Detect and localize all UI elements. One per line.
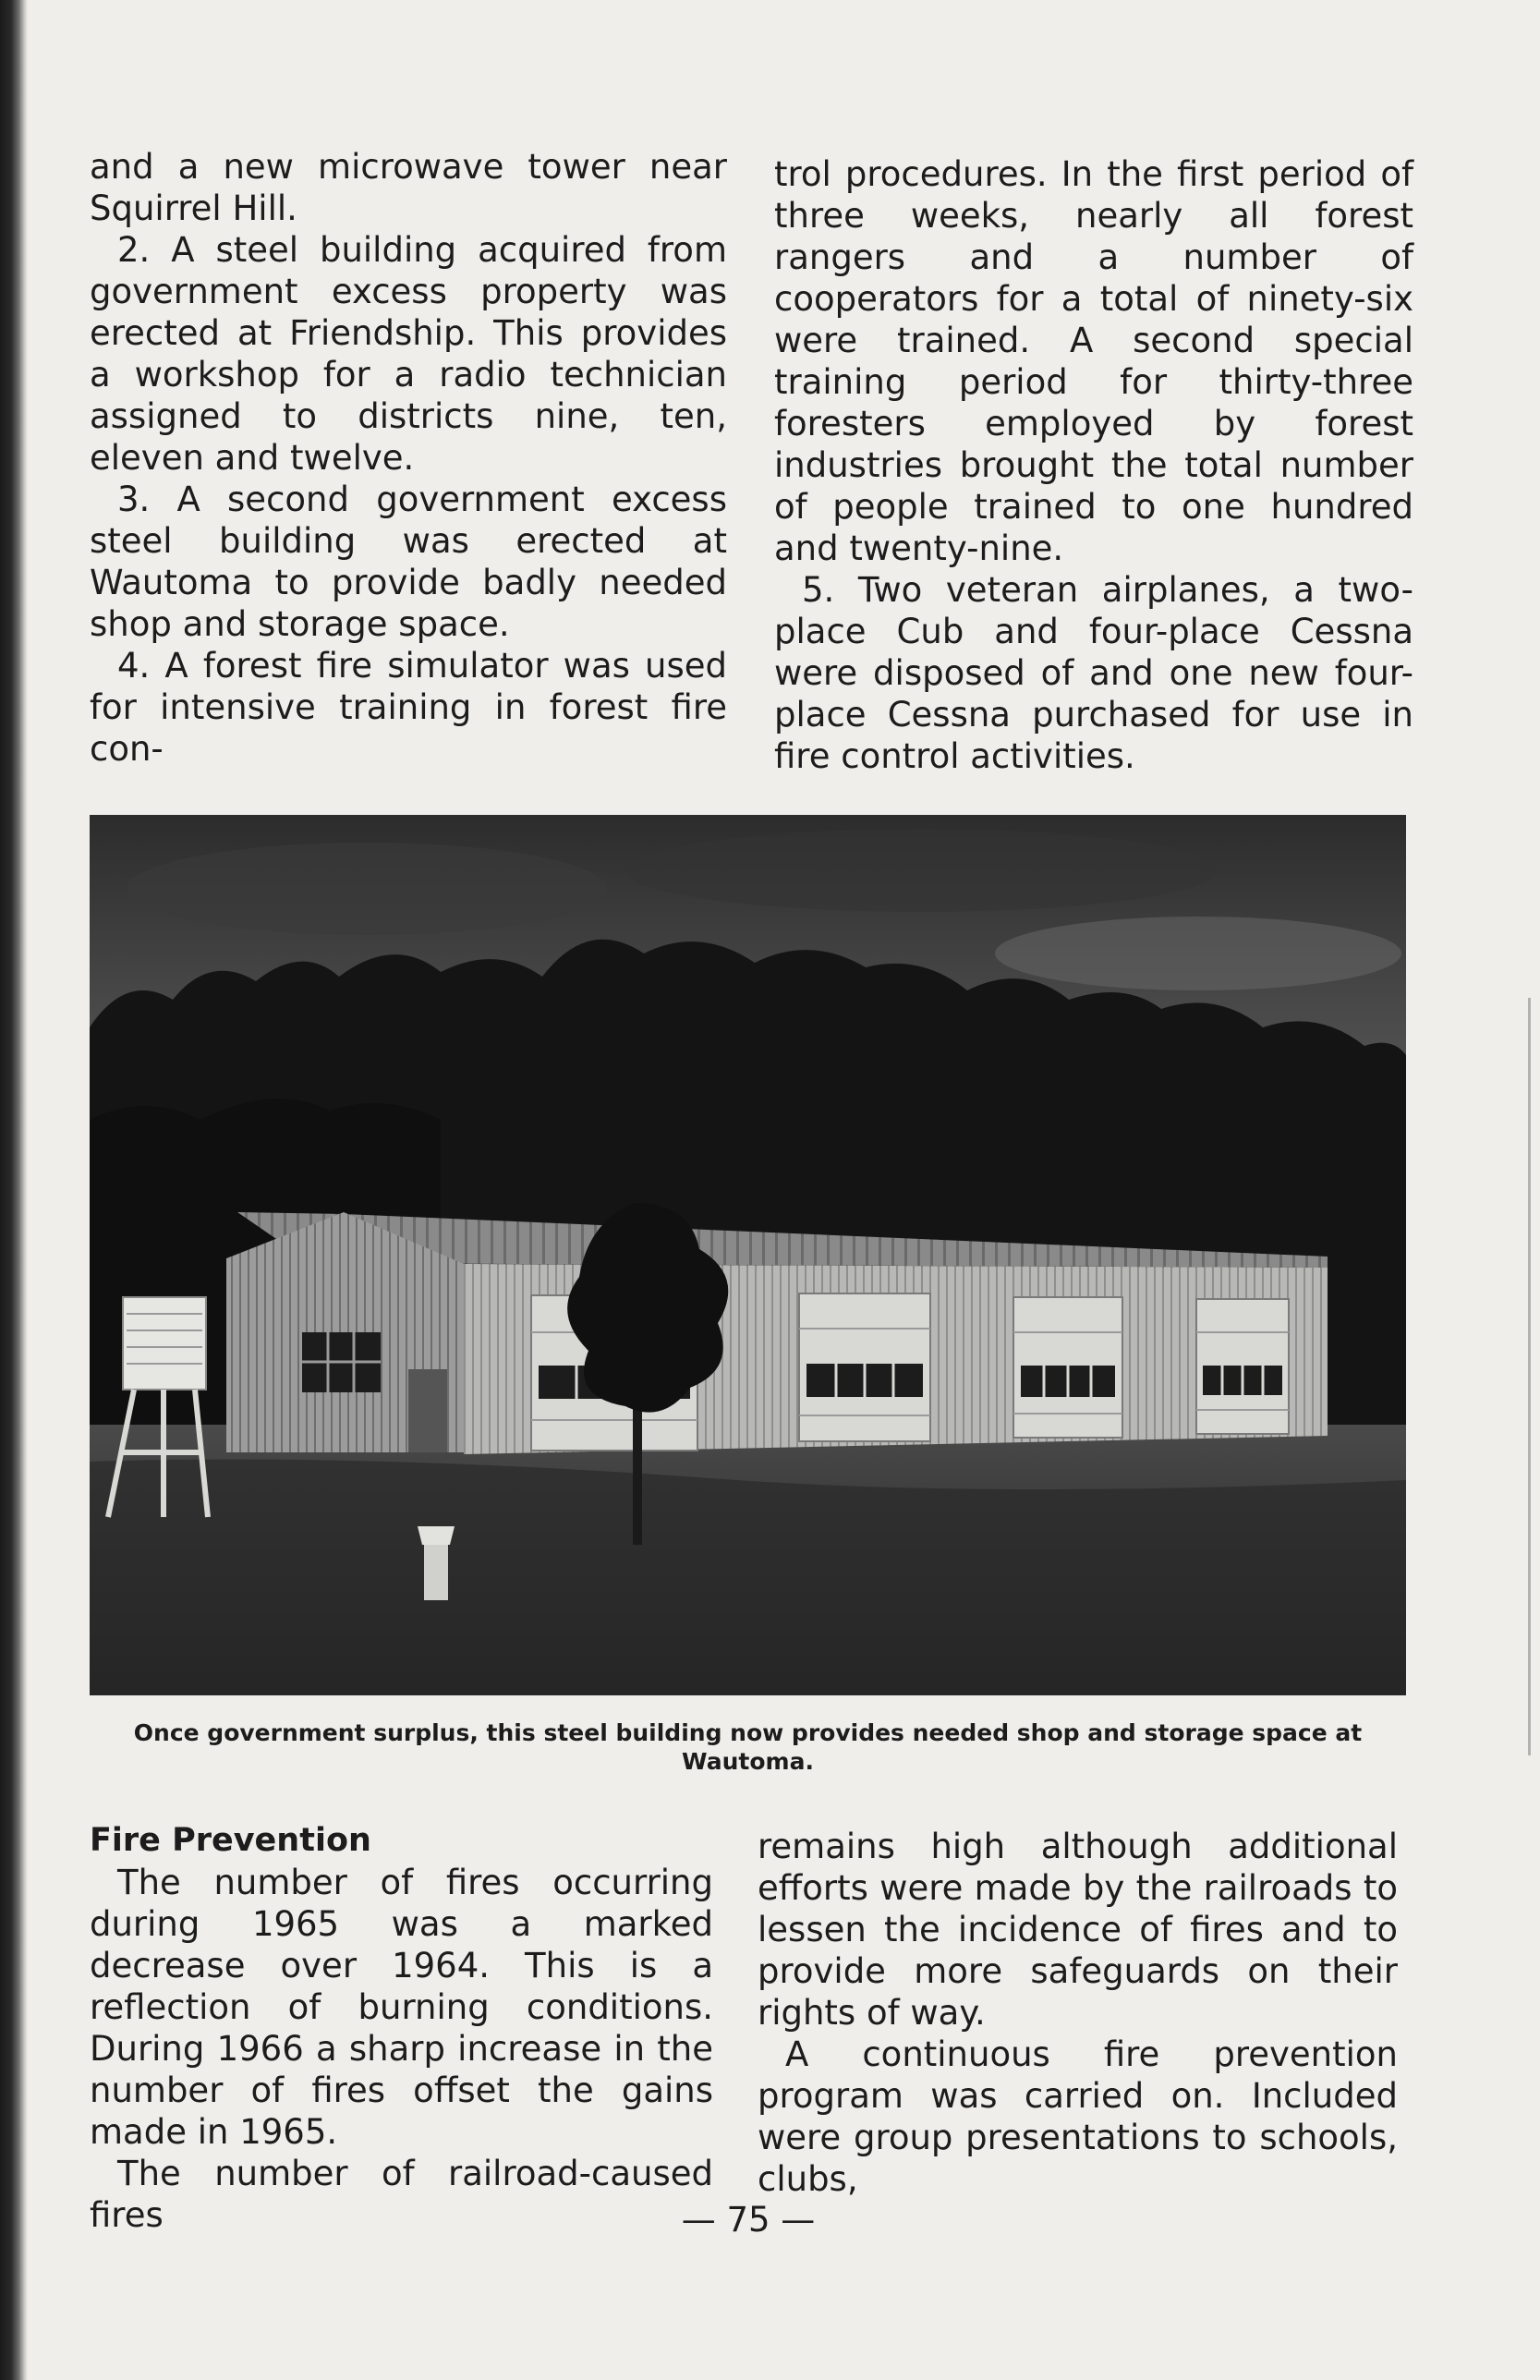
photo-caption: Once government surplus, this steel building now provides needed shop and storage space at Wautoma. [133,1719,1363,1775]
steel-building-photo [90,815,1406,1695]
page-number: — 75 — [681,2200,816,2240]
paragraph-item-4: 4. A forest fire simulator was used for intensive training in forest fire con- [90,646,727,769]
top-right-text-column [774,153,1413,777]
steel-building-photo-illustration [90,815,1406,1695]
paragraph-prevention-program: A continuous fire prevention program was carried on. Included were group presentations to schools, clubs, [758,2034,1398,2199]
section-heading-fire-prevention: Fire Prevention [90,1822,371,1859]
paragraph-railroad-continued: remains high although additional efforts were made by the railroads to lessen the incidence of fires and to provide more safeguards on their rights of way. [758,1827,1398,2033]
top-left-text-column [90,146,727,770]
page-binding-edge [0,0,28,2380]
paragraph-fire-count: The number of fires occurring during 1965 was a marked decrease over 1964. This is a reflection of burning conditions. During 1966 a sharp increase in the number of fires offset the gains made in 1965. [90,1863,713,2152]
bottom-left-text-column [90,1820,713,2236]
paragraph-railroad-fires: The number of railroad-caused fires [90,2154,713,2235]
paragraph-item-3: 3. A second government excess steel building was erected at Wautoma to provide badly needed shop and storage space. [90,480,727,644]
paragraph-item-2: 2. A steel building acquired from government excess property was erected at Friendship. This provides a workshop for a radio technician assigned to districts nine, ten, eleven and twelve. [90,230,727,478]
page-edge-mark [1528,998,1531,1755]
paragraph-training: trol procedures. In the first period of three weeks, nearly all forest rangers and a number of cooperators for a total of ninety-six were trained. A second special training period for thirty-three foresters employed by forest industries brought the total number of people trained to one hundred and twenty-nine. [774,154,1413,568]
paragraph-squirrel-hill: and a new microwave tower near Squirrel Hill. [90,147,727,228]
bottom-right-text-column [758,1826,1398,2200]
paragraph-item-5: 5. Two veteran airplanes, a two-place Cub and four-place Cessna were disposed of and one new four-place Cessna purchased for use in fire control activities. [774,570,1413,776]
